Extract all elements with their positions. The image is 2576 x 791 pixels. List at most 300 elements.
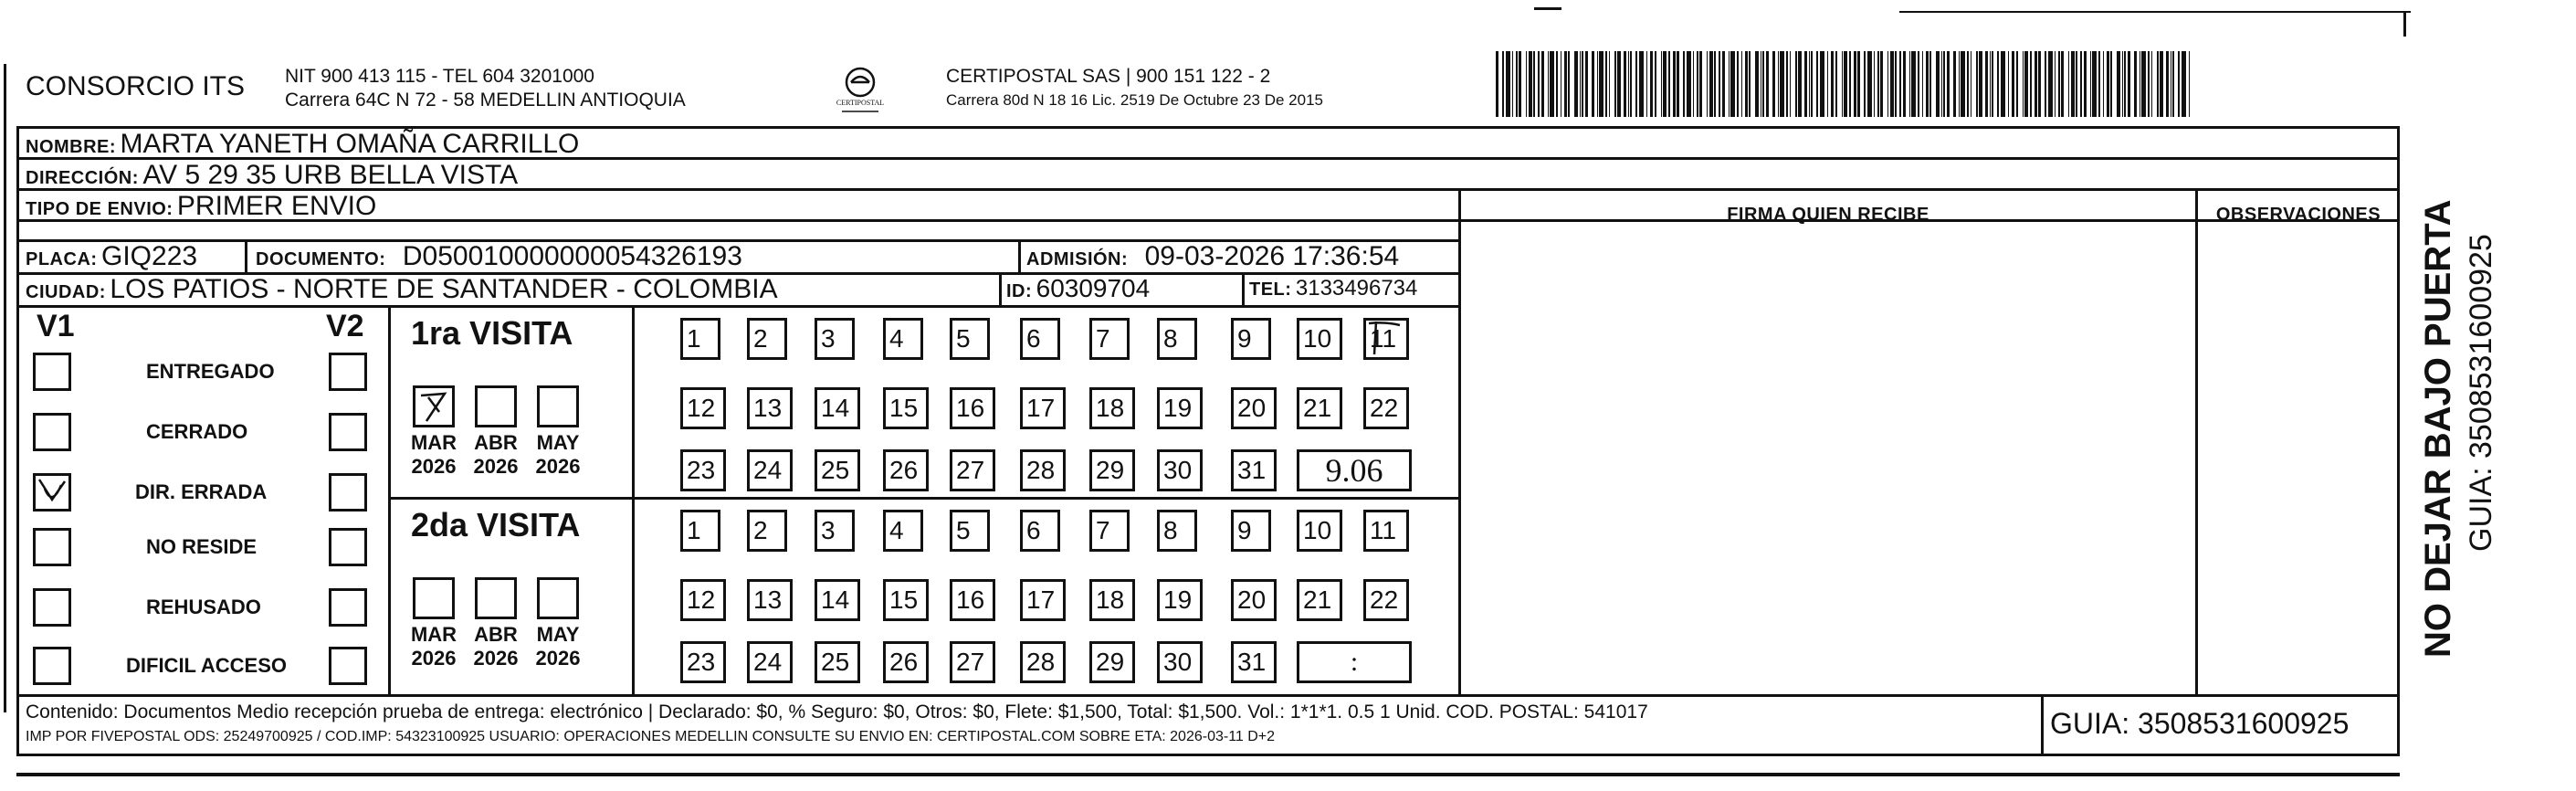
- status-label: ENTREGADO: [146, 360, 275, 383]
- day-box[interactable]: 5: [950, 510, 990, 552]
- status-label: CERRADO: [146, 420, 248, 443]
- barcode-bar: [1548, 51, 1549, 117]
- barcode-bar: [2001, 51, 2005, 117]
- day-box[interactable]: 18: [1089, 579, 1135, 621]
- footer-guia: GUIA: 3508531600925: [2050, 707, 2350, 740]
- barcode-bar: [1890, 51, 1894, 117]
- barcode-bar: [1967, 51, 1969, 117]
- barcode-bar: [1502, 51, 1504, 117]
- barcode-bar: [1849, 51, 1851, 117]
- month-year: 2026: [473, 455, 519, 478]
- day-box[interactable]: 28: [1020, 641, 1066, 683]
- day-box[interactable]: 4: [883, 318, 923, 360]
- barcode-bar: [1729, 51, 1730, 117]
- day-box[interactable]: 14: [815, 387, 860, 429]
- barcode-bar: [2038, 51, 2041, 117]
- day-box[interactable]: 17: [1020, 387, 1066, 429]
- barcode-bar: [1506, 51, 1510, 117]
- admision-value: 09-03-2026 17:36:54: [1144, 241, 1400, 271]
- barcode-bar: [2103, 51, 2104, 117]
- barcode-bar: [1550, 51, 1554, 117]
- barcode-bar: [1709, 51, 1713, 117]
- barcode-bar: [1842, 51, 1843, 117]
- barcode-bar: [1929, 51, 1931, 117]
- barcode-bar: [1650, 51, 1653, 117]
- v1-checkbox[interactable]: [33, 647, 71, 685]
- barcode-bar: [2030, 51, 2032, 117]
- barcode-bar: [1903, 51, 1906, 117]
- day-box[interactable]: 6: [1020, 510, 1060, 552]
- day-box[interactable]: 28: [1020, 449, 1066, 491]
- barcode-bar: [2148, 51, 2150, 117]
- barcode-bar: [1585, 51, 1588, 117]
- barcode-bar: [1741, 51, 1742, 117]
- barcode-bar: [2124, 51, 2126, 117]
- admision-cell: [1026, 241, 1399, 272]
- barcode-bar: [1699, 51, 1702, 117]
- day-box[interactable]: 25: [815, 641, 860, 683]
- barcode-bar: [1943, 51, 1945, 117]
- day-box[interactable]: 3: [815, 318, 855, 360]
- id-label: ID:: [1006, 281, 1033, 301]
- day-box[interactable]: 19: [1157, 387, 1203, 429]
- barcode-bar: [1867, 51, 1872, 117]
- direccion-row: [26, 160, 518, 191]
- barcode-bar: [1795, 51, 1797, 117]
- day-box[interactable]: 8: [1157, 318, 1197, 360]
- barcode-bar: [2024, 51, 2028, 117]
- v2-checkbox[interactable]: [329, 473, 367, 512]
- direccion-value: AV 5 29 35 URB BELLA VISTA: [142, 160, 519, 190]
- day-box[interactable]: 29: [1089, 641, 1135, 683]
- barcode-bar: [1693, 51, 1694, 117]
- barcode-bar: [2182, 51, 2186, 117]
- admision-label: ADMISIÓN:: [1026, 249, 1129, 269]
- barcode-bar: [2058, 51, 2060, 117]
- barcode-bar: [1580, 51, 1581, 117]
- barcode-bar: [1568, 51, 1570, 117]
- day-box[interactable]: 2: [747, 318, 787, 360]
- day-box[interactable]: 24: [747, 641, 793, 683]
- day-box[interactable]: 6: [1020, 318, 1060, 360]
- day-box[interactable]: 31: [1231, 641, 1277, 683]
- barcode-bar: [1953, 51, 1956, 117]
- barcode-bar: [2141, 51, 2146, 117]
- day-box[interactable]: 16: [950, 579, 995, 621]
- barcode-bar: [1976, 51, 1978, 117]
- certipostal-logo: [833, 64, 888, 115]
- barcode-bar: [1941, 51, 1942, 117]
- barcode-bar: [1811, 51, 1813, 117]
- barcode-bar: [1745, 51, 1748, 117]
- placa-value: GIQ223: [101, 241, 198, 271]
- barcode-bar: [1730, 51, 1735, 117]
- company-line1: NIT 900 413 115 - TEL 604 3201000: [285, 66, 594, 87]
- tel-label: TEL:: [1249, 279, 1292, 300]
- month-year: 2026: [473, 647, 519, 670]
- barcode-bar: [1529, 51, 1532, 117]
- left-edge: [4, 64, 6, 712]
- placa-label: PLACA:: [26, 249, 98, 269]
- day-box[interactable]: 2: [747, 510, 787, 552]
- barcode-bar: [1639, 51, 1644, 117]
- barcode-bar: [1496, 51, 1498, 117]
- col-divider: [1018, 239, 1021, 272]
- top-edge-mark: [1534, 7, 1561, 10]
- tel-cell: [1249, 276, 1417, 301]
- barcode-bar: [1887, 51, 1888, 117]
- barcode-bar: [2122, 51, 2123, 117]
- month-year: 2026: [535, 647, 581, 670]
- barcode-bar: [2166, 51, 2169, 117]
- v2-checkbox[interactable]: [329, 413, 367, 451]
- day-box[interactable]: 10: [1297, 510, 1342, 552]
- day-box[interactable]: 23: [680, 641, 726, 683]
- visit-title: 2da VISITA: [411, 506, 581, 543]
- day-box[interactable]: 10: [1297, 318, 1342, 360]
- v1-header: V1: [37, 309, 75, 343]
- barcode-bar: [1556, 51, 1558, 117]
- carrier-line2: Carrera 80d N 18 16 Lic. 2519 De Octubre 23 De 2015: [946, 91, 1323, 109]
- top-edge-mark: [2403, 11, 2406, 37]
- tipo-value: PRIMER ENVIO: [176, 191, 377, 221]
- barcode-bar: [1895, 51, 1897, 117]
- day-box[interactable]: 11: [1363, 318, 1409, 360]
- barcode-bar: [1697, 51, 1698, 117]
- barcode-bar: [1778, 51, 1779, 117]
- time-box[interactable]: 9.06: [1297, 449, 1412, 491]
- v2-header: V2: [326, 309, 364, 343]
- barcode-bar: [1574, 51, 1578, 117]
- barcode-bar: [1762, 51, 1764, 117]
- barcode-bar: [1533, 51, 1535, 117]
- carrier-line1: CERTIPOSTAL SAS | 900 151 122 - 2: [946, 66, 1271, 87]
- barcode-bar: [2012, 51, 2014, 117]
- bottom-edge: [16, 773, 2400, 776]
- day-box[interactable]: 25: [815, 449, 860, 491]
- barcode-bar: [1786, 51, 1788, 117]
- day-box[interactable]: 21: [1297, 387, 1342, 429]
- barcode-bar: [1854, 51, 1856, 117]
- day-box[interactable]: 27: [950, 641, 995, 683]
- barcode-bar: [1719, 51, 1720, 117]
- barcode-bar: [1816, 51, 1818, 117]
- side-guia: GUIA: 3508531600925: [2464, 234, 2498, 552]
- day-box[interactable]: 21: [1297, 579, 1342, 621]
- barcode-bar: [2134, 51, 2137, 117]
- month-checkbox[interactable]: [413, 385, 455, 427]
- barcode-bar: [2048, 51, 2053, 117]
- barcode-bar: [2151, 51, 2152, 117]
- id-cell: [1006, 274, 1150, 303]
- day-box[interactable]: 5: [950, 318, 990, 360]
- footer-contents: Contenido: Documentos Medio recepción prueba de entrega: electrónico | Declarado: $0, % Seguro: $0, Otros: $0, Flete: $1,500, Total: $1,500. Vol.: 1*1*1. 0.5 1 Unid. COD. POSTAL: 541017: [26, 701, 1648, 722]
- barcode-bar: [1992, 51, 1993, 117]
- day-box[interactable]: 1: [680, 510, 720, 552]
- barcode-bar: [1780, 51, 1784, 117]
- placa-cell: [26, 241, 197, 272]
- barcode-bar: [2080, 51, 2082, 117]
- barcode-bar: [2157, 51, 2159, 117]
- top-edge-mark: [1899, 11, 2411, 13]
- col-divider: [1242, 272, 1245, 305]
- company-line2: Carrera 64C N 72 - 58 MEDELLIN ANTIOQUIA: [285, 90, 686, 111]
- day-box[interactable]: 15: [883, 387, 929, 429]
- footer-print-info: IMP POR FIVEPOSTAL ODS: 25249700925 / COD.IMP: 54323100925 USUARIO: OPERACIONES MEDELLIN CONSULTE SU ENVIO EN: CERTIPOSTAL.COM SOBRE ETA: 2026-03-11 D+2: [26, 729, 1276, 744]
- barcode-bar: [2035, 51, 2037, 117]
- barcode-bar: [1766, 51, 1769, 117]
- tipo-label: TIPO DE ENVIO:: [26, 199, 173, 219]
- barcode-bar: [2023, 51, 2024, 117]
- day-box[interactable]: 24: [747, 449, 793, 491]
- observaciones-header: OBSERVACIONES: [2215, 205, 2381, 225]
- day-box[interactable]: 22: [1363, 579, 1409, 621]
- ciudad-value: LOS PATIOS - NORTE DE SANTANDER - COLOMBIA: [110, 274, 778, 304]
- nombre-label: NOMBRE:: [26, 137, 117, 157]
- barcode-bar: [1512, 51, 1513, 117]
- day-box[interactable]: 12: [680, 387, 726, 429]
- day-box[interactable]: 8: [1157, 510, 1197, 552]
- day-box[interactable]: 7: [1089, 510, 1130, 552]
- day-box[interactable]: 23: [680, 449, 726, 491]
- status-label: NO RESIDE: [146, 535, 258, 558]
- barcode-bar: [2084, 51, 2087, 117]
- day-box[interactable]: 31: [1231, 449, 1277, 491]
- nombre-row: [26, 129, 579, 160]
- id-value: 60309704: [1036, 274, 1151, 302]
- barcode-bar: [2090, 51, 2091, 117]
- barcode-bar: [1820, 51, 1824, 117]
- company-name: CONSORCIO ITS: [26, 71, 246, 101]
- month-name: ABR: [474, 431, 518, 454]
- barcode-bar: [2160, 51, 2163, 117]
- barcode-bar: [2172, 51, 2174, 117]
- barcode-bar: [1516, 51, 1518, 117]
- day-box[interactable]: 12: [680, 579, 726, 621]
- col-divider: [632, 305, 635, 694]
- barcode-bar: [2016, 51, 2018, 117]
- month-year: 2026: [411, 455, 457, 478]
- documento-cell: [256, 241, 742, 272]
- barcode-bar: [1628, 51, 1629, 117]
- barcode-bar: [2107, 51, 2109, 117]
- barcode-bar: [1722, 51, 1725, 117]
- barcode-bar: [1592, 51, 1594, 117]
- barcode-bar: [1947, 51, 1950, 117]
- ciudad-label: CIUDAD:: [26, 282, 106, 302]
- day-box[interactable]: 26: [883, 641, 929, 683]
- nombre-value: MARTA YANETH OMAÑA CARRILLO: [120, 129, 580, 159]
- barcode-bar: [1997, 51, 1999, 117]
- barcode-bar: [2092, 51, 2097, 117]
- col-divider: [388, 305, 391, 694]
- barcode-bar: [2189, 51, 2190, 117]
- barcode-bar: [1541, 51, 1544, 117]
- barcode-bar: [1683, 51, 1685, 117]
- barcode-bar: [1864, 51, 1866, 117]
- barcode-bar: [1755, 51, 1759, 117]
- barcode-bar: [1911, 51, 1916, 117]
- barcode-bar: [2061, 51, 2064, 117]
- barcode-bar: [1798, 51, 1802, 117]
- barcode-bar: [1707, 51, 1708, 117]
- day-box[interactable]: 13: [747, 579, 793, 621]
- month-year: 2026: [411, 647, 457, 670]
- barcode-bar: [1835, 51, 1837, 117]
- barcode-bar: [1538, 51, 1540, 117]
- month-year: 2026: [535, 455, 581, 478]
- day-box[interactable]: 29: [1089, 449, 1135, 491]
- barcode-bar: [1663, 51, 1667, 117]
- barcode-bar: [1990, 51, 1991, 117]
- barcode-bar: [1959, 51, 1960, 117]
- month-name: MAR: [410, 623, 457, 646]
- barcode-bar: [1737, 51, 1739, 117]
- month-checkbox[interactable]: [475, 577, 517, 619]
- barcode-bar: [1804, 51, 1807, 117]
- barcode-bar: [1599, 51, 1603, 117]
- v1-checkbox[interactable]: [33, 588, 71, 627]
- barcode-bar: [1749, 51, 1751, 117]
- barcode-bar: [1809, 51, 1810, 117]
- side-warning: NO DEJAR BAJO PUERTA: [2418, 199, 2458, 658]
- day-box[interactable]: 15: [883, 579, 929, 621]
- day-box[interactable]: 20: [1231, 387, 1277, 429]
- col-divider: [2041, 694, 2044, 756]
- day-box[interactable]: 22: [1363, 387, 1409, 429]
- barcode-bar: [1772, 51, 1775, 117]
- barcode-bar: [1635, 51, 1637, 117]
- day-box[interactable]: 30: [1157, 449, 1203, 491]
- v2-checkbox[interactable]: [329, 647, 367, 685]
- barcode-bar: [1844, 51, 1847, 117]
- barcode-bar: [2055, 51, 2056, 117]
- firma-header: FIRMA QUIEN RECIBE: [1727, 205, 1929, 225]
- month-name: MAR: [410, 431, 457, 454]
- v2-checkbox[interactable]: [329, 528, 367, 566]
- barcode-bar: [2008, 51, 2009, 117]
- day-box[interactable]: 20: [1231, 579, 1277, 621]
- day-box[interactable]: 11: [1363, 510, 1409, 552]
- month-name: MAY: [536, 623, 580, 646]
- barcode-bar: [2098, 51, 2100, 117]
- barcode-bar: [1630, 51, 1632, 117]
- time-box[interactable]: :: [1297, 641, 1412, 683]
- v2-checkbox[interactable]: [329, 353, 367, 391]
- barcode-bar: [1714, 51, 1716, 117]
- day-box[interactable]: 16: [950, 387, 995, 429]
- direccion-label: DIRECCIÓN:: [26, 168, 139, 188]
- month-checkbox[interactable]: [537, 385, 579, 427]
- barcode-bar: [1609, 51, 1610, 117]
- barcode-bar: [1827, 51, 1828, 117]
- visit-divider: [388, 497, 1458, 500]
- col-divider: [1458, 188, 1461, 694]
- barcode-bar: [1677, 51, 1679, 117]
- day-box[interactable]: 19: [1157, 579, 1203, 621]
- barcode-bar: [1874, 51, 1875, 117]
- v2-checkbox[interactable]: [329, 588, 367, 627]
- v1-checkbox[interactable]: [33, 473, 71, 512]
- day-box[interactable]: 3: [815, 510, 855, 552]
- status-label: DIFICIL ACCESO: [126, 654, 288, 677]
- barcode-bar: [1617, 51, 1621, 117]
- barcode-bar: [2076, 51, 2077, 117]
- barcode-bar: [1918, 51, 1919, 117]
- barcode-bar: [2117, 51, 2120, 117]
- tipo-row: [26, 191, 376, 222]
- barcode-bar: [1661, 51, 1662, 117]
- status-label: REHUSADO: [146, 596, 261, 618]
- day-box[interactable]: 7: [1089, 318, 1130, 360]
- barcode-bar: [1926, 51, 1929, 117]
- month-checkbox[interactable]: [413, 577, 455, 619]
- day-box[interactable]: 4: [883, 510, 923, 552]
- status-label: DIR. ERRADA: [135, 480, 268, 503]
- col-divider: [999, 272, 1002, 305]
- barcode-bar: [1936, 51, 1940, 117]
- barcode-bar: [2128, 51, 2130, 117]
- month-checkbox[interactable]: [537, 577, 579, 619]
- day-check-mark: [1363, 318, 1409, 364]
- barcode-bar: [2178, 51, 2180, 117]
- barcode-bar: [1961, 51, 1965, 117]
- ciudad-cell: [26, 274, 778, 305]
- barcode-bar: [1985, 51, 1988, 117]
- barcode-bar: [1673, 51, 1676, 117]
- barcode-bar: [2071, 51, 2075, 117]
- barcode-bar: [1790, 51, 1791, 117]
- barcode: [1496, 51, 2201, 117]
- day-box[interactable]: 14: [815, 579, 860, 621]
- v1-checkbox[interactable]: [33, 353, 71, 391]
- day-box[interactable]: 9: [1231, 510, 1271, 552]
- day-box[interactable]: 30: [1157, 641, 1203, 683]
- documento-label: DOCUMENTO:: [256, 249, 386, 269]
- barcode-bar: [1909, 51, 1910, 117]
- day-box[interactable]: 1: [680, 318, 720, 360]
- barcode-bar: [1857, 51, 1860, 117]
- barcode-bar: [1614, 51, 1616, 117]
- day-box[interactable]: 27: [950, 449, 995, 491]
- barcode-bar: [1519, 51, 1521, 117]
- day-box[interactable]: 13: [747, 387, 793, 429]
- tel-value: 3133496734: [1295, 276, 1418, 301]
- barcode-bar: [1624, 51, 1626, 117]
- barcode-bar: [1687, 51, 1691, 117]
- barcode-bar: [1597, 51, 1598, 117]
- barcode-bar: [1582, 51, 1583, 117]
- day-box[interactable]: 18: [1089, 387, 1135, 429]
- day-box[interactable]: 17: [1020, 579, 1066, 621]
- row-divider: [16, 305, 1461, 308]
- logo-text: CERTIPOSTAL: [836, 99, 885, 107]
- barcode-bar: [1655, 51, 1656, 117]
- col-divider: [2195, 188, 2198, 694]
- month-checkbox[interactable]: [475, 385, 517, 427]
- month-name: ABR: [474, 623, 518, 646]
- barcode-bar: [1877, 51, 1879, 117]
- day-box[interactable]: 9: [1231, 318, 1271, 360]
- month-name: MAY: [536, 431, 580, 454]
- v1-checkbox[interactable]: [33, 413, 71, 451]
- barcode-bar: [1605, 51, 1607, 117]
- day-box[interactable]: 26: [883, 449, 929, 491]
- barcode-bar: [2068, 51, 2069, 117]
- v1-checkbox[interactable]: [33, 528, 71, 566]
- barcode-bar: [1564, 51, 1567, 117]
- barcode-bar: [1979, 51, 1982, 117]
